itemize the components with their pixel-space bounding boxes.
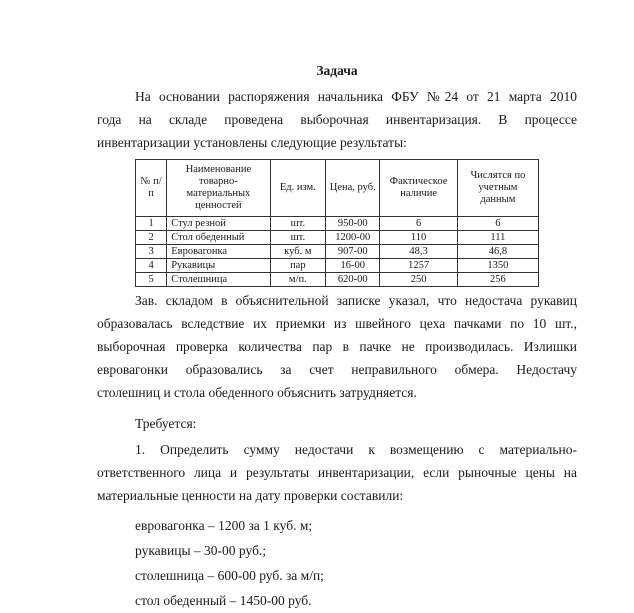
- cell-recorded: 6: [457, 217, 538, 231]
- cell-actual: 6: [380, 217, 457, 231]
- cell-recorded: 46,8: [457, 245, 538, 259]
- cell-price: 907-00: [326, 245, 380, 259]
- cell-actual: 1257: [380, 259, 457, 273]
- inventory-table: [135, 159, 539, 287]
- task1-line: материальные ценности на дату проверки составили:: [97, 488, 404, 503]
- explanation-line: выборочная проверка количества пар в пачке не производилась. Излишки: [97, 339, 577, 354]
- column-header-unit: Ед. изм.: [270, 160, 326, 217]
- column-header-price: Цена, руб.: [326, 160, 380, 217]
- price-item: евровагонка – 1200 за 1 куб. м;: [135, 518, 313, 533]
- cell-recorded: 1350: [457, 259, 538, 273]
- price-list: [135, 513, 324, 613]
- explanation-line: столешниц и стола обеденного объяснить затрудняется.: [97, 385, 417, 400]
- cell-number: 1: [136, 217, 167, 231]
- cell-actual: 110: [380, 231, 457, 245]
- intro-line: На основании распоряжения начальника ФБУ №24 от 21 марта 2010: [135, 89, 577, 104]
- cell-number: 3: [136, 245, 167, 259]
- table-row: [136, 273, 539, 287]
- intro-line: года на складе проведена выборочная инвентаризация. В процессе: [97, 112, 577, 127]
- cell-price: 16-00: [326, 259, 380, 273]
- cell-number: 5: [136, 273, 167, 287]
- cell-price: 620-00: [326, 273, 380, 287]
- table-header-row: [136, 160, 539, 217]
- cell-name: Евровагонка: [167, 245, 270, 259]
- required-heading: [97, 412, 577, 435]
- column-header-actual: Фактическое наличие: [380, 160, 457, 217]
- explanation-paragraph: [97, 289, 577, 404]
- cell-recorded: 256: [457, 273, 538, 287]
- explanation-line: Зав. складом в объяснительной записке указал, что недостача рукавиц: [135, 293, 577, 308]
- column-header-number: № п/п: [136, 160, 167, 217]
- cell-unit: куб. м: [270, 245, 326, 259]
- table-row: [136, 231, 539, 245]
- cell-actual: 250: [380, 273, 457, 287]
- task1-line: ответственного лица и результаты инвентаризации, если рыночные цены на: [97, 465, 577, 480]
- task1-paragraph: [97, 438, 577, 507]
- cell-unit: м/п.: [270, 273, 326, 287]
- explanation-line: образовалась вследствие их приемки из швейного цеха пачками по 10 шт.,: [97, 316, 577, 331]
- price-item: столешница – 600-00 руб. за м/п;: [135, 568, 324, 583]
- cell-unit: пар: [270, 259, 326, 273]
- explanation-line: евровагонки образовались за счет неправильного обмера. Недостачу: [97, 362, 577, 377]
- cell-unit: шт.: [270, 217, 326, 231]
- cell-unit: шт.: [270, 231, 326, 245]
- cell-name: Стул резной: [167, 217, 270, 231]
- cell-number: 2: [136, 231, 167, 245]
- column-header-name: Наименование товарно-материальных ценностей: [167, 160, 270, 217]
- cell-number: 4: [136, 259, 167, 273]
- document-title: Задача: [316, 63, 358, 78]
- cell-name: Рукавицы: [167, 259, 270, 273]
- table-row: [136, 245, 539, 259]
- cell-name: Столешница: [167, 273, 270, 287]
- cell-actual: 48,3: [380, 245, 457, 259]
- cell-name: Стол обеденный: [167, 231, 270, 245]
- price-item: рукавицы – 30-00 руб.;: [135, 543, 267, 558]
- intro-line: инвентаризации установлены следующие результаты:: [97, 135, 407, 150]
- cell-price: 950-00: [326, 217, 380, 231]
- task1-line: 1. Определить сумму недостачи к возмещению с материально-: [135, 442, 577, 457]
- table-row: [136, 217, 539, 231]
- column-header-recorded: Числятся по учетным данным: [457, 160, 538, 217]
- table-row: [136, 259, 539, 273]
- intro-paragraph: [97, 85, 577, 154]
- cell-price: 1200-00: [326, 231, 380, 245]
- cell-recorded: 111: [457, 231, 538, 245]
- price-item: стол обеденный – 1450-00 руб.: [135, 593, 312, 608]
- required-label: Требуется:: [135, 416, 197, 431]
